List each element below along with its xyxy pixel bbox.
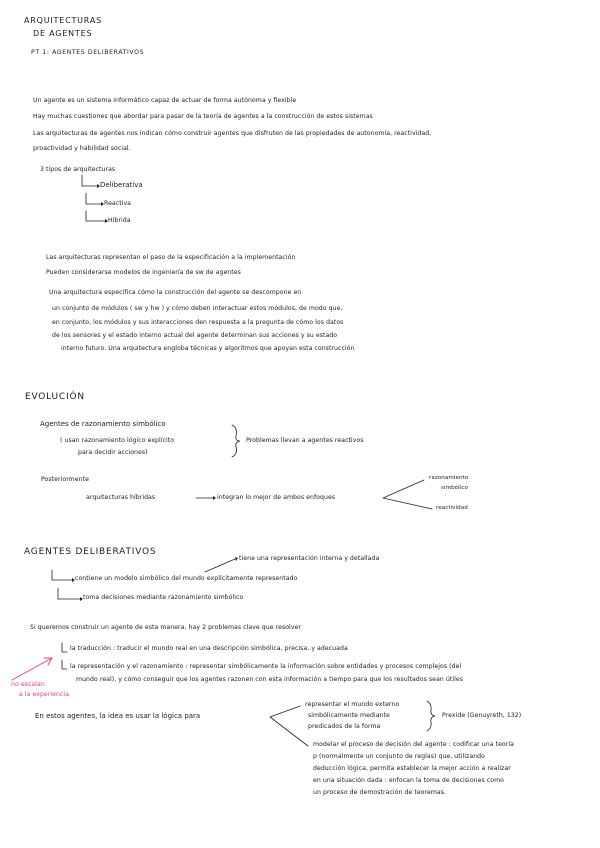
logic-intro: En estos agentes, la idea es usar la lógica para [35,712,201,720]
reference: Prexide (Genuyreth, 132) [442,712,522,719]
rep-2: simbólicamente mediante [308,712,390,719]
title-line-2: DE AGENTES [33,29,93,38]
arch-line-1: Una arquitectura especifica cómo la construcción del agente se descompone en [49,289,302,296]
deliberative-arrow-1 [52,570,72,580]
rep-3: predicados de la forma [308,723,381,730]
model-1: modelar el proceso de decisión del agente : codificar una teoría [313,741,514,748]
model-5: un proceso de demostración de teoremas. [313,789,447,796]
branch-fork [383,480,432,509]
intro-line-3: Las arquitecturas de agentes nos indican cómo construir agentes que disfruten de las propiedades de autonomía, reactividad, [33,130,432,137]
types-arrow-2 [86,193,101,204]
annotation-1: no escalan [11,681,45,688]
subtitle: PT 1: AGENTES DELIBERATIVOS [31,49,145,56]
repr-line-1: Las arquitecturas representan el paso de la especificación a la implementación [46,254,296,261]
evolution-brace [232,425,240,457]
arch-line-5: interno futuro. Una arquitectura engloba técnicas y algoritmos que apoyan esta construcción [61,345,355,352]
type-deliberativa: Deliberativa [100,181,143,189]
type-hibrida: Híbrida [108,217,131,224]
problems-text: Problemas llevan a agentes reactivos [246,437,364,444]
arch-line-3: en conjunto, los módulos y sus interacciones den respuesta a la pregunta de cómo los datos [52,319,344,326]
logic-fork [270,706,308,746]
symbolic-title: Agentes de razonamiento simbólico [40,420,166,428]
intro-line-1: Un agente es un sistema informático capaz de actuar de forma autónoma y flexible [33,97,297,104]
deliberative-c1: contiene un modelo simbólico del mundo explícitamente representado [75,575,298,582]
type-reactiva: Reactiva [104,200,132,207]
build-intro: Si queremos construir un agente de esta manera, hay 2 problemas clave que resolver [30,624,301,631]
deliberative-heading: AGENTES DELIBERATIVOS [24,547,157,557]
branch-razonamiento: razonamiento [429,475,469,481]
problem-1: la traducción : traducir el mundo real en una descripción simbólica, precisa, y adecuada [70,645,348,652]
deliberative-c2: toma decisiones mediante razonamiento simbólico [83,594,244,601]
symbolic-note-2: para decidir acciones) [78,449,148,456]
hybrid-text: arquitecturas híbridas [86,494,156,501]
intro-line-2: Hay muchas cuestiones que abordar para pasar de la teoría de agentes a la construcción de estos sistemas [33,113,373,120]
evolution-heading: EVOLUCIÓN [25,392,85,402]
deliberative-arrow-2 [58,588,80,599]
problem-2b: mundo real), y cómo conseguir que los agentes razonen con esta información a tiempo para que los resultados sean útiles [76,676,463,683]
intro-line-4: proactividad y habilidad social. [33,145,131,152]
later-text: Posteriormente [41,476,89,483]
annotation-2: a la experiencia [19,691,70,698]
title-line-1: ARQUITECTURAS [24,16,102,25]
types-arrow-3 [86,211,105,221]
arch-line-2: un conjunto de módulos ( sw y hw ) y cómo deben interactuar estos módulos, de modo que, [52,305,343,312]
branch-simbolico: simbólico [441,485,468,491]
problem-bracket-1 [62,643,67,652]
problem-bracket-2 [62,660,67,669]
types-title: 3 tipos de arquitecturas [40,166,116,173]
model-2: p (normalmente un conjunto de reglas) que, utilizando [313,753,485,760]
note-arrow [205,559,235,572]
annotation-arrow [12,658,52,680]
integrate-text: integran lo mejor de ambos enfoques [217,494,336,501]
types-arrow-1 [82,175,97,186]
symbolic-note-1: ( usan razonamiento lógico explícito [60,437,175,444]
model-4: en una situación dada : enfocan la toma de decisiones como [313,777,504,784]
rep-1: representar el mundo externo [305,701,400,708]
model-3: deducción lógica, permita establecer la mejor acción a realizar [313,765,511,772]
problem-2a: la representación y el razonamiento : representar simbólicamente la información sobre entidades y procesos complejos (del [70,663,462,670]
rep-brace [427,701,435,731]
arch-line-4: de los sensores y el estado interno actual del agente determinan sus acciones y su estado [52,332,338,339]
repr-line-2: Pueden considerarse modelos de ingeniería de sw de agentes [46,269,241,276]
branch-reactividad: reactividad [436,505,468,511]
deliberative-note: tiene una representación interna y detallada [239,555,380,562]
